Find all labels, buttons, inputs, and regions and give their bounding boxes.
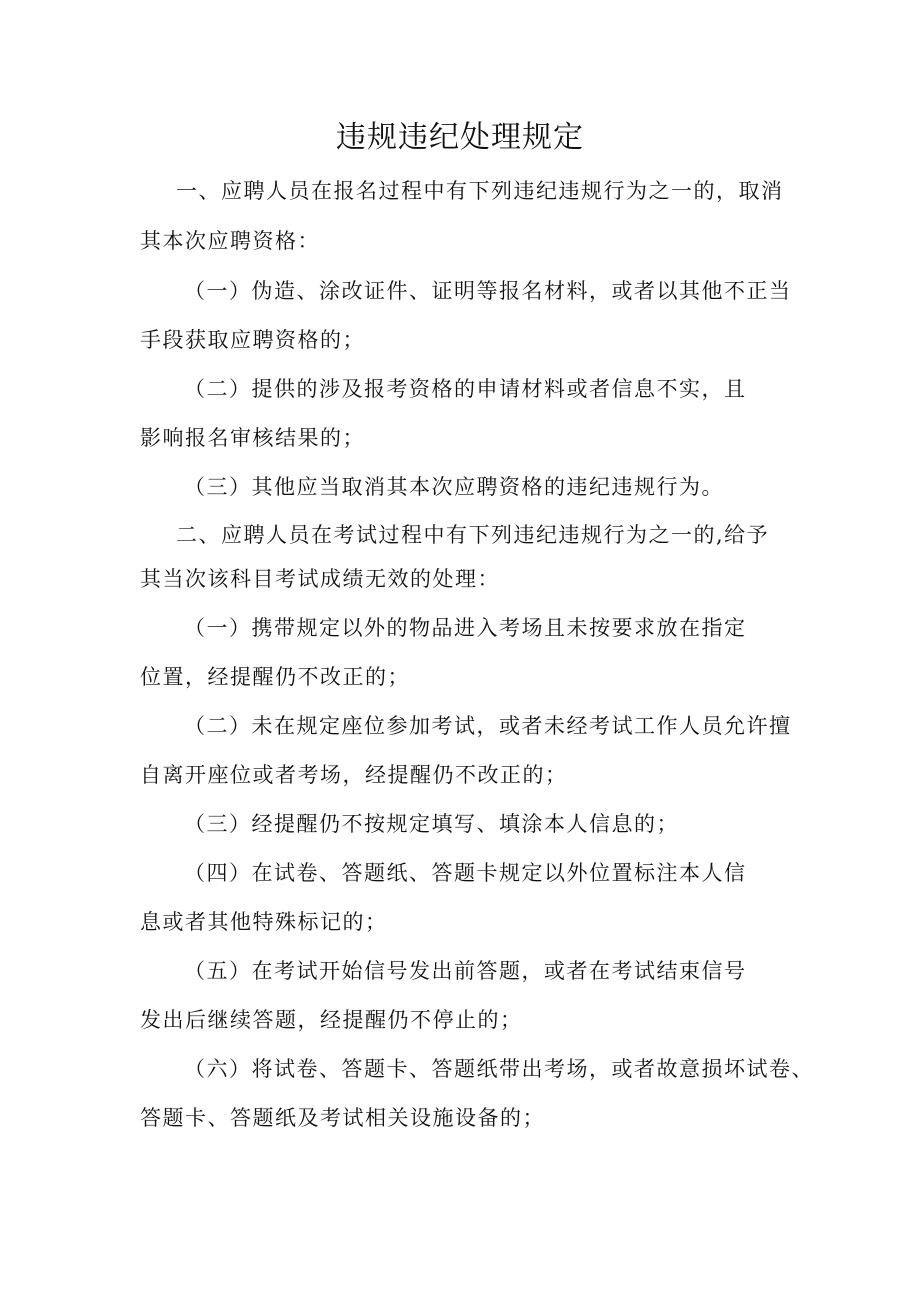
paragraph-line: （二）提供的涉及报考资格的申请材料或者信息不实，且 bbox=[184, 377, 747, 401]
paragraph-line: （一）携带规定以外的物品进入考场且未按要求放在指定 bbox=[184, 616, 747, 640]
paragraph-line: （五）在考试开始信号发出前答题，或者在考试结束信号 bbox=[184, 959, 747, 983]
paragraph-line: 其本次应聘资格： bbox=[140, 229, 320, 253]
paragraph-line: 发出后继续答题，经提醒仍不停止的； bbox=[140, 1008, 523, 1032]
paragraph-line: 答题卡、答题纸及考试相关设施设备的； bbox=[140, 1106, 545, 1130]
paragraph-line: （三）其他应当取消其本次应聘资格的违纪违规行为。 bbox=[184, 475, 724, 499]
paragraph-line: （二）未在规定座位参加考试，或者未经考试工作人员允许擅 bbox=[184, 714, 792, 738]
paragraph-line: 一、应聘人员在报名过程中有下列违纪违规行为之一的，取消 bbox=[176, 179, 784, 203]
paragraph-line: 息或者其他特殊标记的； bbox=[140, 910, 388, 934]
paragraph-line: 位置，经提醒仍不改正的； bbox=[140, 665, 410, 689]
paragraph-line: （三）经提醒仍不按规定填写、填涂本人信息的； bbox=[184, 812, 679, 836]
paragraph-line: 影响报名审核结果的； bbox=[140, 426, 365, 450]
paragraph-line: （四）在试卷、答题纸、答题卡规定以外位置标注本人信 bbox=[184, 861, 747, 885]
paragraph-line: （一）伪造、涂改证件、证明等报名材料，或者以其他不正当 bbox=[184, 279, 792, 303]
document-title: 违规违纪处理规定 bbox=[336, 120, 584, 155]
paragraph-line: 自离开座位或者考场，经提醒仍不改正的； bbox=[140, 763, 568, 787]
paragraph-line: 二、应聘人员在考试过程中有下列违纪违规行为之一的,给予 bbox=[176, 523, 770, 547]
paragraph-line: 其当次该科目考试成绩无效的处理： bbox=[140, 567, 500, 591]
paragraph-line: （六）将试卷、答题卡、答题纸带出考场，或者故意损坏试卷、 bbox=[184, 1057, 814, 1081]
paragraph-line: 手段获取应聘资格的； bbox=[140, 328, 365, 352]
